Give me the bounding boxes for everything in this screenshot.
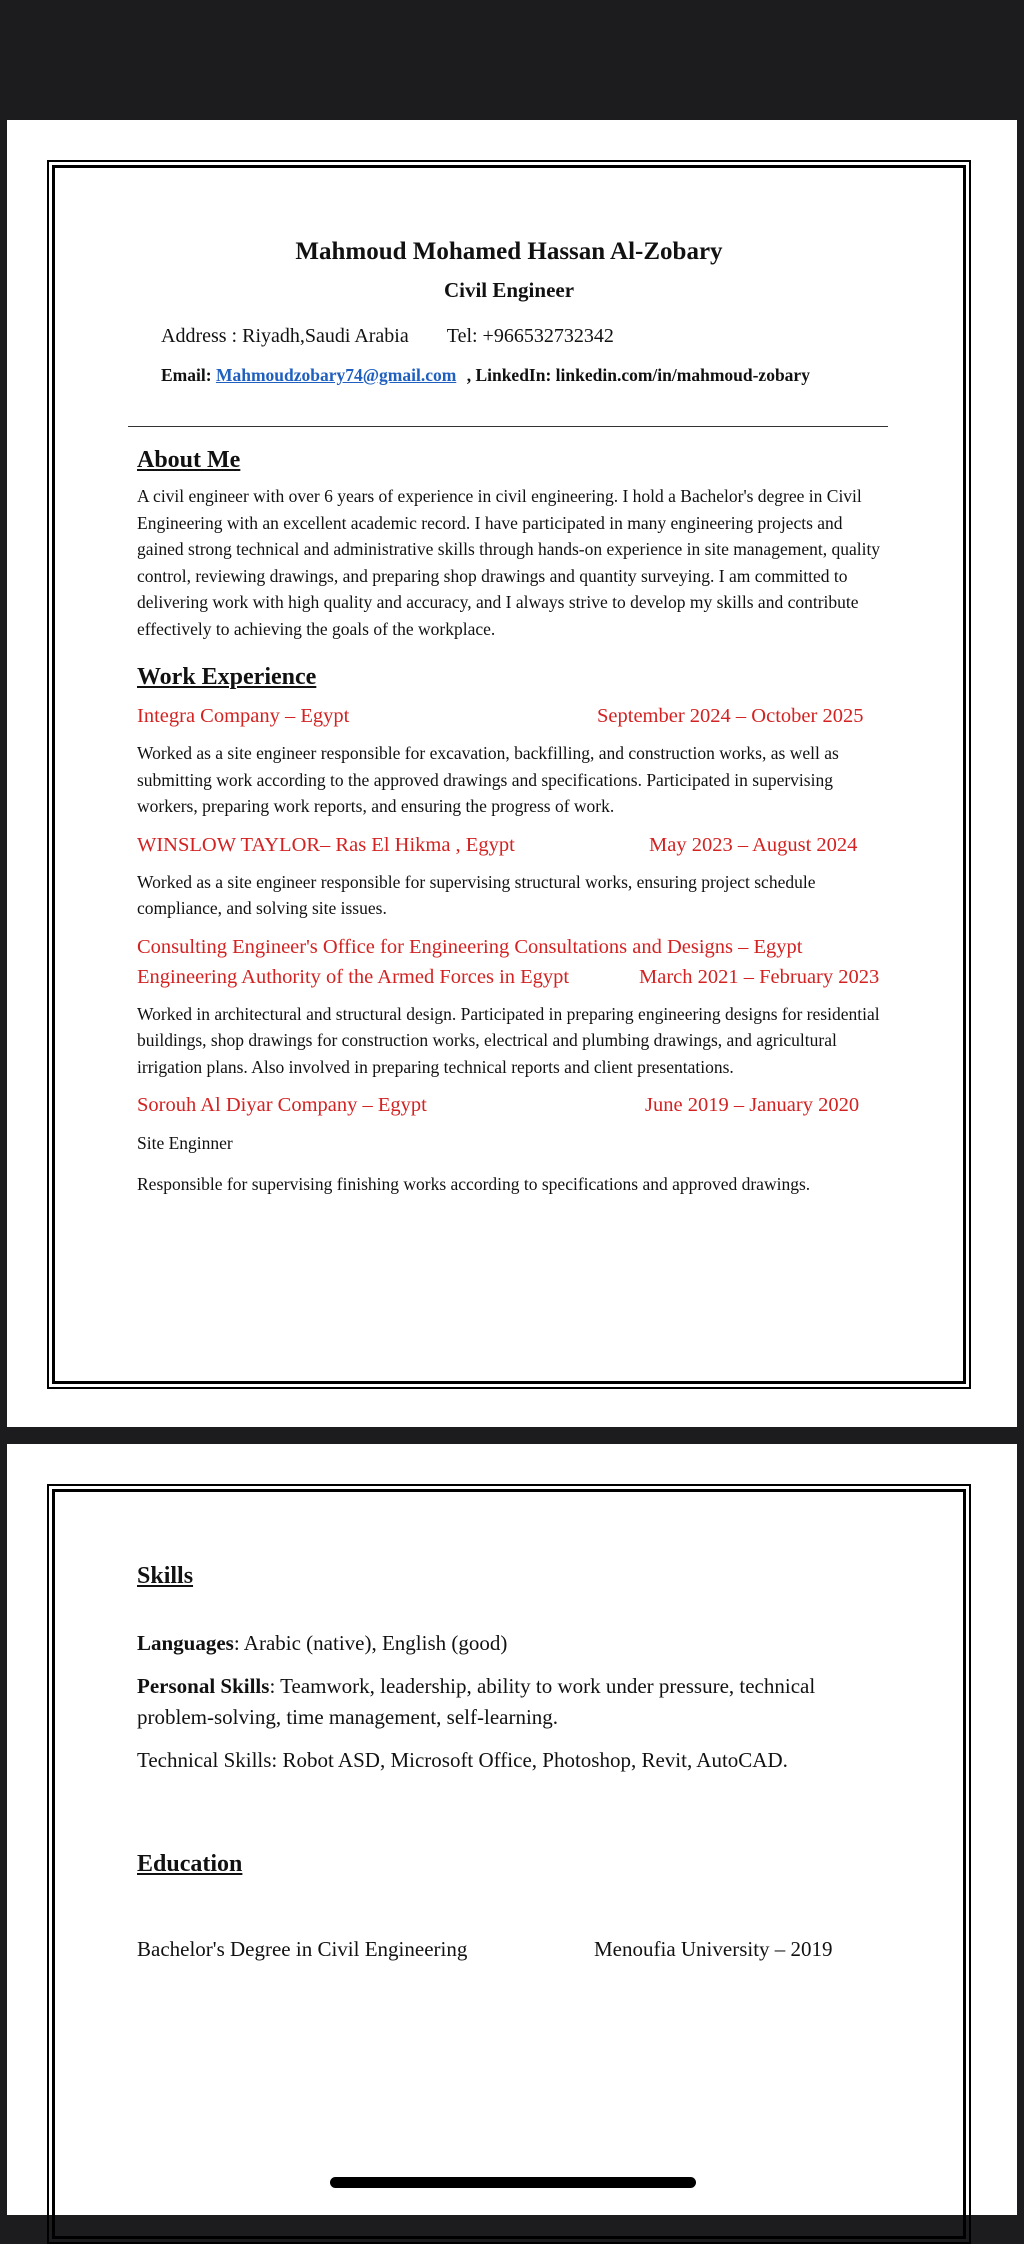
page-border	[47, 1484, 971, 2244]
resume-header	[55, 168, 963, 303]
job-dates: September 2024 – October 2025	[597, 705, 864, 727]
job-header-line1	[137, 932, 893, 962]
job-title: Civil Engineer	[443, 278, 575, 302]
university: Menoufia University – 2019	[594, 1937, 833, 1961]
skills-section	[137, 1563, 893, 1776]
telephone: Tel: +966532732342	[446, 325, 614, 347]
job-header	[137, 701, 893, 731]
education-heading: Education	[137, 1851, 243, 1877]
job-header	[137, 1090, 893, 1120]
job-company: Sorouh Al Diyar Company – Egypt	[137, 1094, 427, 1116]
job-dates: June 2019 – January 2020	[645, 1094, 860, 1116]
work-section	[137, 664, 893, 1197]
about-section	[137, 447, 893, 642]
header-divider	[128, 426, 888, 427]
address: Address : Riyadh,Saudi Arabia	[161, 325, 409, 347]
personal-skills-line	[137, 1671, 893, 1733]
personal-skills-label: Personal Skills	[137, 1674, 270, 1698]
job-header	[137, 962, 893, 992]
home-indicator[interactable]	[330, 2177, 696, 2188]
languages-line	[137, 1628, 893, 1659]
personal-skills-value: : Teamwork, leadership, ability to work under pressure, technical problem-solving, time management, self-learning.	[137, 1674, 816, 1729]
email-linkedin-line	[161, 365, 810, 386]
degree: Bachelor's Degree in Civil Engineering	[137, 1937, 468, 1961]
contact-line	[161, 325, 614, 348]
job-description: Worked in architectural and structural design. Participated in preparing engineering designs for residential buildings, shop drawings for construction works, electrical and plumbing drawings, and agricultural irrigation plans. Also involved in preparing technical reports and client presentations.	[137, 1003, 880, 1077]
page-border	[47, 160, 971, 1389]
job-company: Engineering Authority of the Armed Forces in Egypt	[137, 965, 570, 988]
email-link[interactable]: Mahmoudzobary74@gmail.com	[215, 365, 457, 385]
about-text: A civil engineer with over 6 years of experience in civil engineering. I hold a Bachelor's degree in Civil Engineering with an excellent academic record. I have participated in many engineering projects and gained strong technical and administrative skills through hands-on experience in site management, quality control, reviewing drawings, and preparing shop drawings and quantity surveying. I am committed to delivering work with high quality and accuracy, and I always strive to develop my skills and contribute effectively to achieving the goals of the workplace.	[137, 486, 881, 639]
job-description: Worked as a site engineer responsible for supervising structural works, ensuring project schedule compliance, and solving site issues.	[137, 871, 816, 918]
job-header	[137, 830, 893, 860]
job-dates: March 2021 – February 2023	[639, 965, 880, 988]
email-label: Email:	[161, 365, 212, 385]
candidate-name: Mahmoud Mohamed Hassan Al-Zobary	[295, 238, 723, 265]
job-company-line1: Consulting Engineer's Office for Engineering Consultations and Designs – Egypt	[137, 935, 803, 958]
job-company: Integra Company – Egypt	[137, 705, 350, 727]
job-description: Responsible for supervising finishing works according to specifications and approved drawings.	[137, 1173, 811, 1194]
linkedin: , LinkedIn: linkedin.com/in/mahmoud-zobary	[466, 365, 810, 385]
education-section	[137, 1851, 893, 1965]
job-company: WINSLOW TAYLOR– Ras El Hikma , Egypt	[137, 833, 515, 856]
job-dates: May 2023 – August 2024	[649, 833, 858, 856]
education-row	[137, 1934, 893, 1965]
job-description: Worked as a site engineer responsible for excavation, backfilling, and construction works, as well as submitting work according to the approved drawings and specifications. Participated in supervising workers, preparing work reports, and ensuring the progress of work.	[137, 743, 839, 816]
resume-page-2	[7, 1444, 1017, 2215]
about-heading: About Me	[137, 447, 241, 473]
work-heading: Work Experience	[137, 664, 317, 690]
skills-heading: Skills	[137, 1563, 194, 1589]
job-role: Site Enginner	[137, 1133, 233, 1153]
technical-skills-line: Technical Skills: Robot ASD, Microsoft Office, Photoshop, Revit, AutoCAD.	[137, 1748, 788, 1772]
languages-value: : Arabic (native), English (good)	[233, 1631, 508, 1655]
languages-label: Languages	[137, 1631, 234, 1655]
resume-page-1	[7, 120, 1017, 1427]
